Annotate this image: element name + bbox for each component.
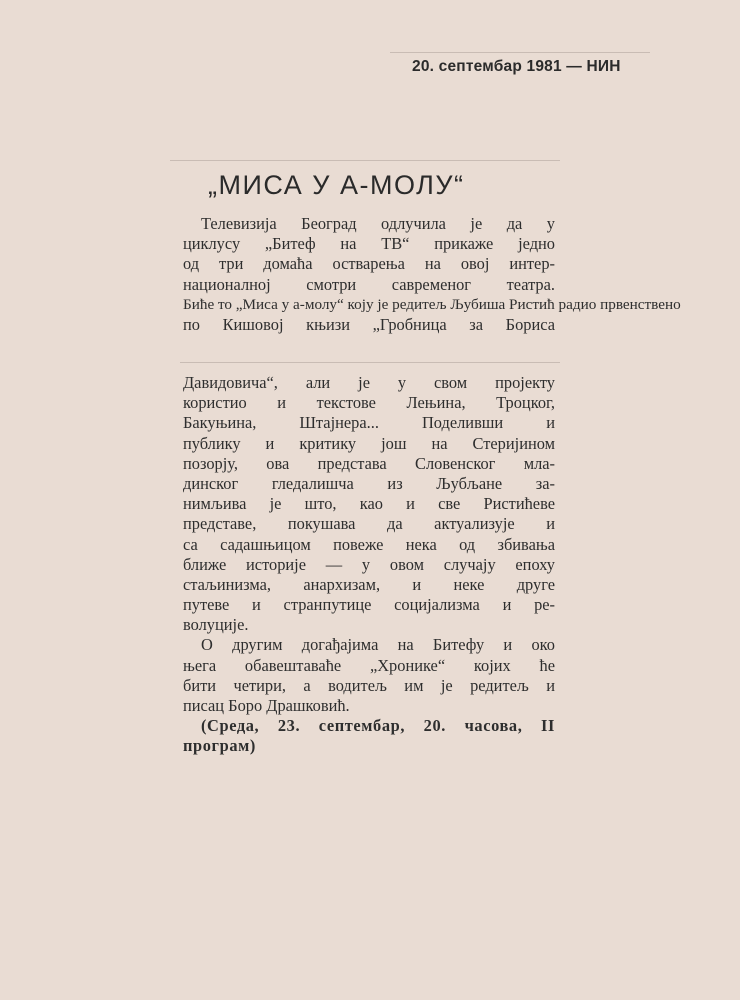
text-line: путеве и странпутице социјализма и ре-	[183, 595, 555, 615]
column-rule	[180, 362, 560, 363]
text-line: писац Боро Драшковић.	[183, 696, 350, 715]
text-line: Бакуњина, Штајнера... Поделивши и	[183, 413, 555, 433]
text-line: нимљива је што, као и све Ристићеве	[183, 494, 555, 514]
dateline: 20. септембар 1981 — НИН	[412, 58, 621, 75]
broadcast-info-line: програм)	[183, 736, 256, 756]
title-rule	[170, 160, 560, 161]
text-line: публику и критику још на Стеријином	[183, 433, 555, 453]
article-title: „МИСА У А-МОЛУ“	[208, 170, 465, 200]
text-line: користио и текстове Лењина, Троцког,	[183, 393, 555, 413]
text-line: позорју, ова представа Словенског мла-	[183, 453, 555, 473]
text-line: националној смотри савременог театра.	[183, 274, 555, 294]
text-line: по Кишовој књизи „Гробница за Бориса	[183, 314, 555, 334]
text-line: ближе историје — у овом случају епоху	[183, 554, 555, 574]
article-block-1	[183, 214, 681, 335]
text-line: Биће то „Миса у а-молу“ коју је редитељ Љубиша Ристић радио првенствено	[183, 295, 681, 313]
text-line: њега обавештаваће „Хронике“ којих ће	[183, 655, 555, 675]
text-line: представе, покушава да актуализује и	[183, 514, 555, 534]
text-line: динског гледалишча из Љубљане за-	[183, 473, 555, 493]
text-line: О другим догађајима на Битефу и око	[201, 635, 555, 655]
text-line: бити четири, а водитељ им је редитељ и	[183, 675, 555, 695]
header-rule	[390, 52, 650, 53]
text-line: волуције.	[183, 615, 249, 635]
text-line: од три домаћа остварења на овој интер-	[183, 254, 555, 274]
text-line: са садашњицом повеже нека од збивања	[183, 534, 555, 554]
text-line: Давидовича“, али је у свом пројекту	[183, 373, 555, 392]
broadcast-info-line: (Среда, 23. септембар, 20. часова, II	[201, 716, 555, 736]
article-block-2	[183, 373, 555, 757]
text-line: Телевизија Београд одлучила је да у	[201, 214, 555, 233]
text-line: циклусу „Битеф на ТВ“ прикаже једно	[183, 234, 555, 254]
text-line: стаљинизма, анархизам, и неке друге	[183, 574, 555, 594]
